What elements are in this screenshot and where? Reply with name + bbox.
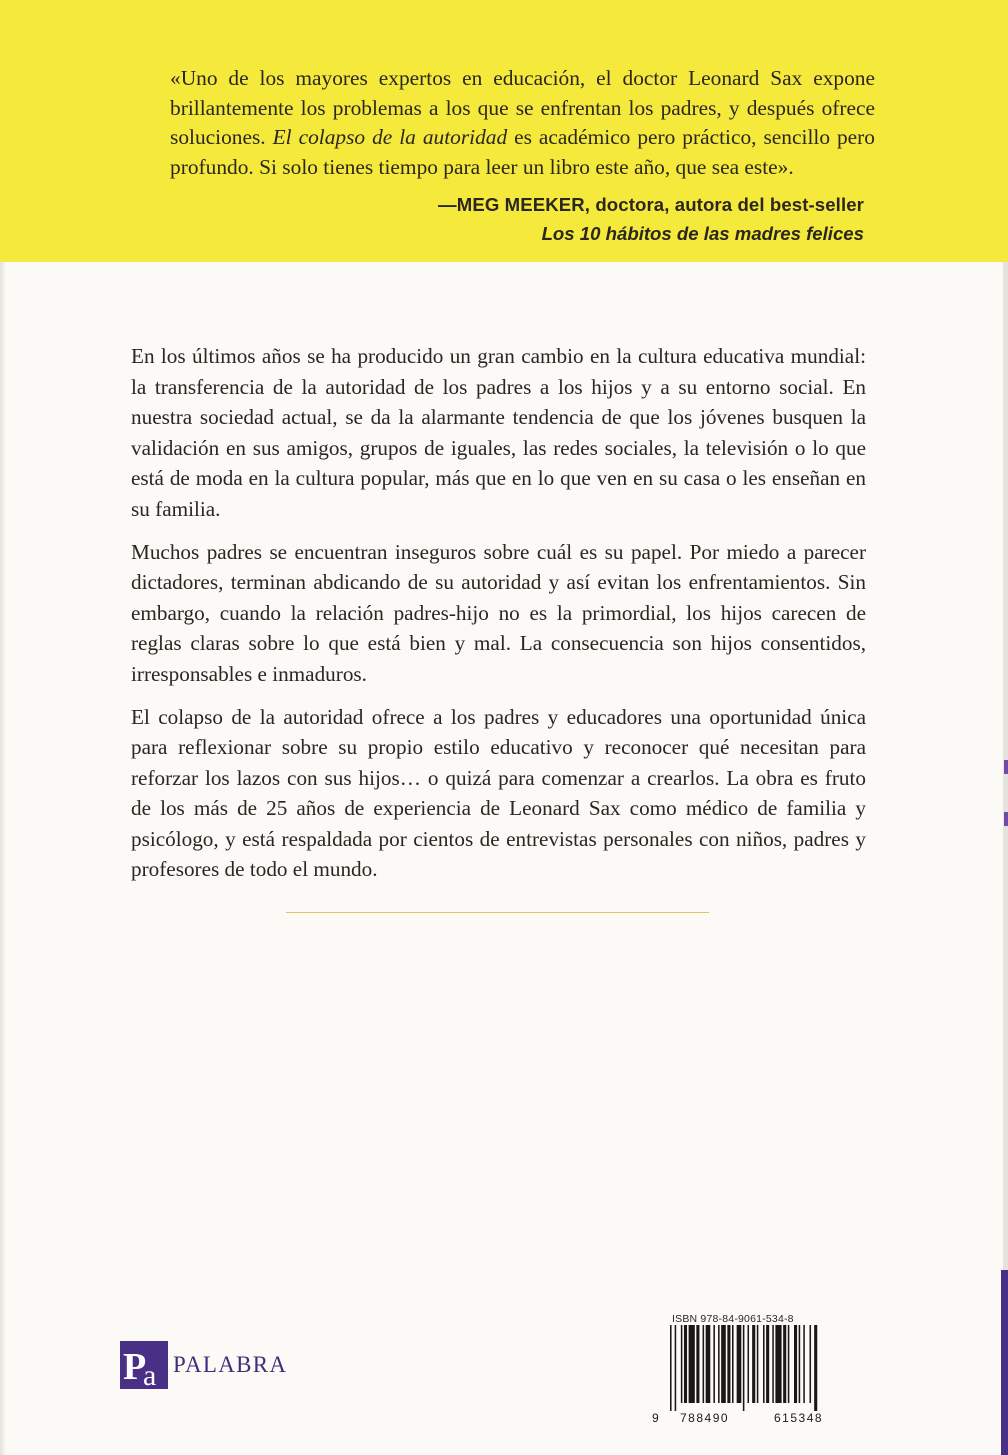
barcode-bar (670, 1325, 672, 1411)
barcode-digit-first: 9 (652, 1411, 659, 1425)
barcode-bar (772, 1325, 774, 1403)
barcode-bar (803, 1325, 805, 1403)
divider-rule (286, 912, 709, 913)
isbn-label: ISBN 978-84-9061-534-8 (672, 1313, 794, 1325)
barcode-bar (689, 1325, 695, 1403)
svg-text:P: P (123, 1346, 147, 1388)
synopsis (131, 341, 866, 897)
barcode-bar (788, 1325, 790, 1403)
publisher-logo-icon (120, 1341, 168, 1389)
barcode-bar (794, 1325, 797, 1403)
quote-text-start: «Uno de los mayores expertos en educación, el doctor Leonard Sax expone brillantemente los problemas a los que se enfrentan los padres, y después ofrece soluciones. (170, 66, 875, 149)
quote-attribution-author: —MEG MEEKER, doctora, autora del best-seller (438, 194, 864, 215)
synopsis-paragraph: El colapso de la autoridad ofrece a los padres y educadores una oportunidad única para reflexionar sobre su propio estilo educativo y reconocer qué necesitan para reforzar los lazos con sus hijos… o quizá para comenzar a crearlos. La obra es fruto de los más de 25 años de experiencia de Leonard Sax como médico de familia y psicólogo, y está respaldada por cientos de entrevistas personales con niños, padres y profesores de todo el mundo. (131, 704, 866, 881)
svg-text:a: a (143, 1359, 157, 1389)
barcode-bar (775, 1325, 781, 1403)
quote-band (0, 0, 1008, 262)
synopsis-paragraph: Muchos padres se encuentran inseguros sobre cuál es su papel. Por miedo a parecer dictadores, terminan abdicando de su autoridad y así evitan los enfrentamientos. Sin embargo, cuando la relación padres-hijo no es la primordial, los hijos carecen de reglas claras sobre lo que está bien y mal. La consecuencia son hijos consentidos, irresponsables e inmaduros. (131, 539, 866, 686)
barcode-bar (713, 1325, 715, 1403)
synopsis-paragraph: En los últimos años se ha producido un gran cambio en la cultura educativa mundial: la transferencia de la autoridad de los padres a los hijos y a su entorno social. En nuestra sociedad actual, se da la alarmante tendencia de que los jóvenes busquen la validación en sus amigos, grupos de iguales, las redes sociales, la televisión o lo que está de moda en la cultura popular, más que en lo que ven en su casa o les enseñan en su familia. (131, 344, 866, 521)
barcode-bar (706, 1325, 711, 1403)
barcode-bar (732, 1325, 734, 1403)
spine-tick (1004, 760, 1008, 774)
barcode-bar (721, 1325, 726, 1403)
barcode-bar (799, 1325, 801, 1403)
barcode-bar (737, 1325, 742, 1403)
barcode-bar (684, 1325, 687, 1403)
barcode-bar (703, 1325, 705, 1403)
barcode-digits-right: 615348 (774, 1411, 824, 1425)
spine-edge-purple (1001, 1270, 1008, 1455)
barcode-bar (681, 1325, 683, 1403)
barcode-bar (763, 1325, 765, 1403)
barcode-bar (814, 1325, 817, 1411)
quote-text-end: es académico pero práctico, sencillo pero profundo. Si solo tienes tiempo para leer un libro este año, que sea este». (170, 125, 875, 179)
barcode-bar (748, 1325, 750, 1403)
barcode-digits-left: 788490 (680, 1411, 730, 1425)
spine-tick (1004, 812, 1008, 826)
blurb-quote (170, 64, 875, 182)
publisher-name: PALABRA (173, 1352, 288, 1377)
barcode-bar (783, 1325, 786, 1403)
barcode-bar (675, 1325, 677, 1411)
barcode-bar (718, 1325, 720, 1403)
barcode-bar (810, 1325, 812, 1403)
barcode-bar (727, 1325, 730, 1403)
barcode-bar (752, 1325, 755, 1403)
quote-attribution-book: Los 10 hábitos de las madres felices (541, 223, 864, 244)
barcode-bar (696, 1325, 699, 1403)
barcode-bar (743, 1325, 745, 1411)
barcode-bar (766, 1325, 769, 1403)
quote-book-title: El colapso de la autoridad (272, 125, 508, 149)
barcode-bar (757, 1325, 759, 1403)
